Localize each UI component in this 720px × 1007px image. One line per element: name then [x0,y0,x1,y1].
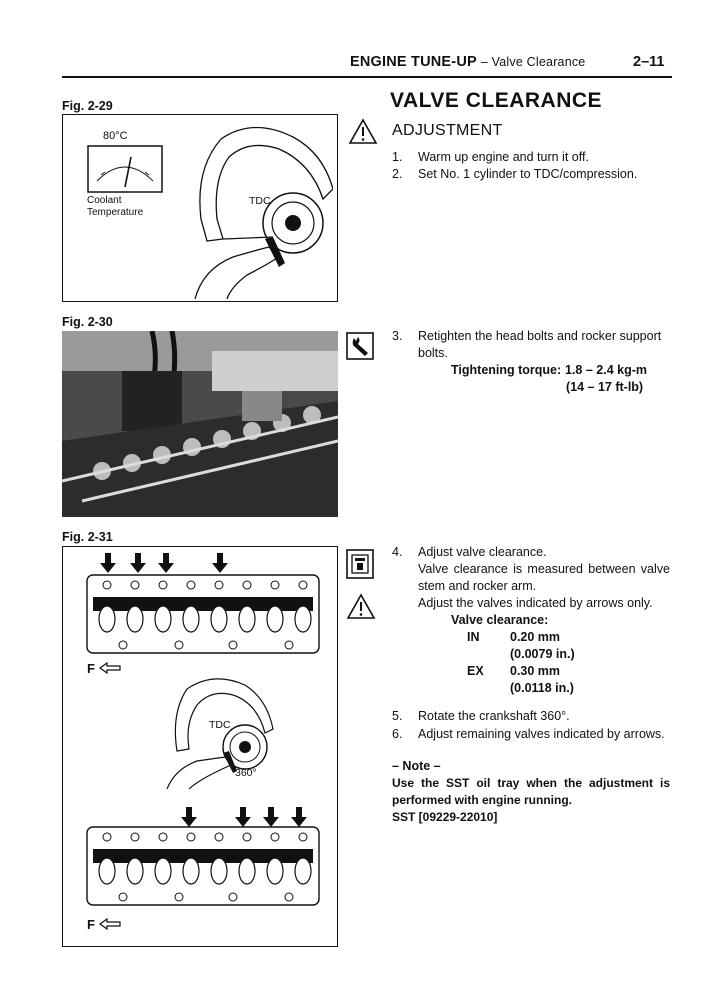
step-1-text: Warm up engine and turn it off. [418,150,589,164]
fig-2-31-caption: Fig. 2-31 [62,530,113,544]
section-subtitle: ADJUSTMENT [392,122,503,139]
exhaust-value-in: (0.0118 in.) [510,681,574,695]
fig-2-31-frame [62,546,338,947]
torque-spec-label: Tightening torque: [451,363,562,377]
front-label-bottom [87,917,121,933]
gauge-label-line2: Temperature [87,207,144,218]
gauge-label-line1: Coolant [87,195,122,206]
note-line-1: Use the SST oil tray when the adjustment is [392,776,670,790]
step-4 [392,544,682,561]
caution-triangle-icon [346,593,376,620]
front-arrow-top-icon [99,662,121,677]
header-rule [62,76,672,78]
step-3-number: 3. [392,329,403,343]
step-4-text: Adjust valve clearance. [418,545,547,559]
step-4-detail-line-b: Adjust the valves indicated by arrows only. [418,596,653,610]
valve-arrows-bottom [181,807,307,827]
intake-value-in: (0.0079 in.) [510,647,575,661]
page-header-title [350,54,585,70]
gauge-label [87,195,143,219]
note-line-2: performed with engine running. [392,793,572,807]
exhaust-label: EX [467,664,484,678]
step-6 [392,726,692,743]
step-2-number: 2. [392,167,403,181]
step-1-number: 1. [392,150,403,164]
torque-spec-value-1: 1.8 – 2.4 kg-m [565,363,647,377]
valve-arrows-top [100,553,228,573]
timing-cover-360-drawing [163,673,283,789]
gauge-reading: 80°C [103,130,128,142]
step-6-text: Adjust remaining valves indicated by arrows. [418,727,665,741]
adjust-tool-icon [346,549,374,579]
step-1 [392,149,682,166]
rotation-label: 360° [235,767,257,779]
step-5 [392,708,682,725]
step-3-text-line1: Retighten the head bolts and rocker support [418,329,662,343]
intake-value-mm: 0.20 mm [510,630,561,644]
step-4-detail-line-a1: Valve clearance is measured between valve [418,562,670,576]
fig31-tdc-label: TDC [209,719,231,731]
section-title: VALVE CLEARANCE [390,89,603,112]
step-3-text-line2: bolts. [418,346,448,360]
engine-head-photo [62,331,338,517]
step-2-text: Set No. 1 cylinder to TDC/compression. [418,167,638,181]
fig-2-29-caption: Fig. 2-29 [62,99,113,113]
front-label-bottom-text: F [87,917,95,932]
fig-2-30-caption: Fig. 2-30 [62,315,113,329]
torque-spec-value-2: (14 – 17 ft-lb) [566,380,644,394]
fig-2-29-frame [62,114,338,302]
valve-clearance-label: Valve clearance: [451,613,549,627]
temperature-gauge-icon [87,145,163,193]
step-6-number: 6. [392,727,403,741]
front-arrow-bottom-icon [99,918,121,933]
fig-2-30-engine-photo [62,331,338,517]
cylinder-head-bottom-drawing [83,805,323,909]
intake-label: IN [467,630,480,644]
torque-wrench-icon [346,332,374,360]
fig29-tdc-label: TDC [249,195,271,207]
header-subsection: – Valve Clearance [480,55,586,69]
step-5-text: Rotate the crankshaft 360°. [418,709,570,723]
step-5-number: 5. [392,709,403,723]
header-section: ENGINE TUNE-UP [350,54,477,70]
front-label-top [87,661,121,677]
note-line-3: SST [09229-22010] [392,810,498,824]
caution-triangle-icon [348,118,378,145]
step-4-detail-line-a2: stem and rocker arm. [418,579,537,593]
step-4-number: 4. [392,545,403,559]
page-number: 2–11 [633,54,665,70]
step-3 [392,328,682,362]
front-label-top-text: F [87,661,95,676]
timing-cover-drawing [183,119,333,299]
step-2 [392,166,682,183]
note-heading: – Note – [392,759,441,773]
cylinder-head-top-drawing [83,551,323,659]
exhaust-value-mm: 0.30 mm [510,664,561,678]
